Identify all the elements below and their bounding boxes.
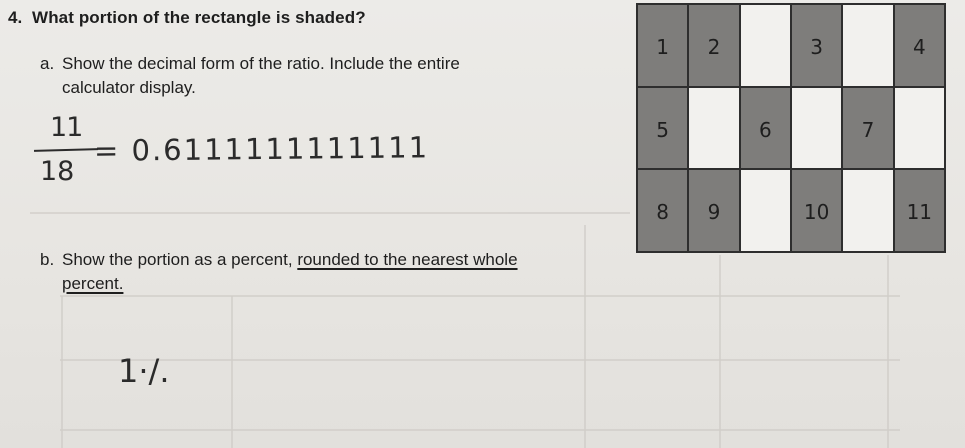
grid-cell-unshaded [895,88,944,169]
cell-count-label: 2 [707,34,721,59]
cell-count-label: 4 [912,34,926,59]
cell-count-label: 10 [803,200,830,225]
handwritten-fraction-numerator: 11 [50,112,83,143]
handwritten-decimal-answer: = 0.6111111111111 [93,130,430,168]
grid-cell-unshaded [843,170,892,251]
cell-count-label: 11 [906,200,933,225]
grid-cell-unshaded [741,5,790,86]
part-a-letter: a. [40,54,55,73]
part-b-text: Show the portion as a percent, [62,250,298,269]
grid-cell-unshaded [792,88,841,169]
grid-cell-shaded [638,170,687,251]
grid-cell-shaded [792,170,841,251]
grid-cell-shaded [792,5,841,86]
part-b-underlined-text: rounded to the nearest whole percent. [62,250,518,293]
grid-cell-shaded [843,88,892,169]
shaded-rectangle-grid [636,3,946,253]
part-b-prompt [40,248,532,296]
cell-count-label: 3 [810,34,824,59]
part-a-text: Show the decimal form of the ratio. Include the entire calculator display. [62,54,460,97]
cell-count-label: 5 [656,117,670,142]
cell-count-label: 1 [656,34,670,59]
grid-cell-unshaded [843,5,892,86]
question-title [8,8,366,28]
handwritten-fraction-denominator: 18 [40,156,75,187]
grid-cell-shaded [638,5,687,86]
part-b-letter: b. [40,250,55,269]
handwritten-percent-answer: 1·/. [118,352,170,390]
grid-cell-shaded [689,170,738,251]
cell-count-label: 6 [758,117,772,142]
cell-count-label: 9 [707,200,721,225]
cell-count-label: 8 [656,200,670,225]
grid-cell-shaded [741,88,790,169]
question-text: What portion of the rectangle is shaded? [32,8,366,27]
grid-cell-shaded [689,5,738,86]
grid-cell-unshaded [689,88,738,169]
part-a-prompt [40,52,532,100]
cell-count-label: 7 [861,117,875,142]
grid-cell-shaded [895,5,944,86]
grid-cell-unshaded [741,170,790,251]
question-number: 4. [8,8,23,27]
grid-cell-shaded [638,88,687,169]
grid-cell-shaded [895,170,944,251]
